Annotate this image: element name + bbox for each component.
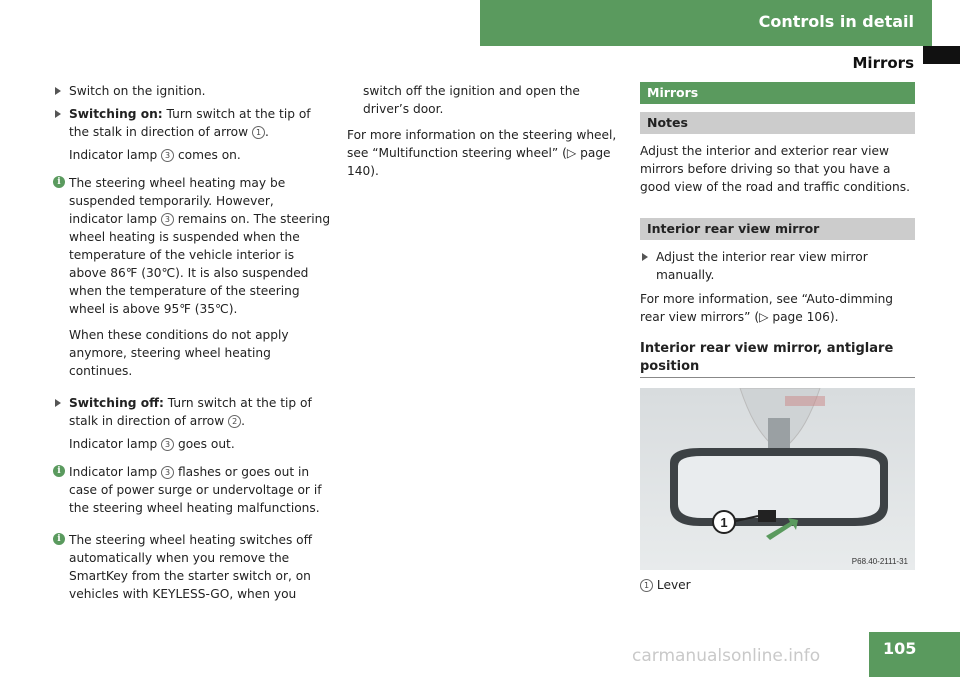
- page-ref-arrow-icon: ▷: [566, 146, 577, 160]
- info-icon: i: [53, 533, 65, 545]
- image-code: P68.40-2111-31: [851, 557, 908, 566]
- info-icon: i: [53, 465, 65, 477]
- lamp-3-icon: 3: [161, 213, 174, 226]
- switching-on-label: Switching on:: [69, 107, 163, 121]
- column-2: [347, 82, 627, 188]
- step-switching-off: Switching off: Turn switch at the tip of stalk in direction of arrow 2 .: [53, 394, 331, 430]
- indicator-on-text: Indicator lamp 3 comes on.: [69, 148, 241, 162]
- arrow-2-icon: 2: [228, 415, 241, 428]
- more-info-auto-dimming: For more information, see “Auto-dimming rear view mirrors” (▷ page 106).: [640, 292, 894, 324]
- notes-heading: Notes: [640, 112, 915, 134]
- info-note-3: i The steering wheel heating switches off automatically when you remove the SmartKey from the starter switch or, on vehicles with KEYLESS-GO, when you: [53, 531, 331, 603]
- column-3: [640, 82, 915, 602]
- notes-text: Adjust the interior and exterior rear view mirrors before driving so that you have a good view of the road and traffic conditions.: [640, 144, 910, 194]
- page-number-box: [869, 632, 960, 677]
- lamp-3-icon: 3: [161, 149, 174, 162]
- lamp-3-icon: 3: [161, 438, 174, 451]
- watermark: carmanualsonline.info: [632, 646, 821, 666]
- arrow-1-icon: 1: [252, 126, 265, 139]
- mirror-illustration: [640, 388, 915, 570]
- step-ignition: Switch on the ignition.: [53, 82, 331, 100]
- column-1: [53, 82, 331, 617]
- antiglare-subheading: Interior rear view mirror, antiglare position: [640, 340, 915, 378]
- switching-off-label: Switching off:: [69, 396, 164, 410]
- callout-1: 1: [720, 515, 728, 530]
- indicator-off-text: Indicator lamp 3 goes out.: [69, 437, 235, 451]
- subsection-title: Mirrors: [852, 54, 914, 72]
- info-note-1: i The steering wheel heating may be suspended temporarily. However, indicator lamp 3 remains on. The steering wheel heating is suspended when the temperature of the vehicle interior is above 86℉ (30℃). It is also suspended when the temperature of the steering wheel is above 95℉ (35℃). When these conditions do not apply anymore, steering wheel heating continues.: [53, 174, 331, 380]
- more-info-steering: For more information on the steering wheel, see “Multifunction steering wheel” (▷ page 140).: [347, 128, 617, 178]
- interior-mirror-heading: Interior rear view mirror: [640, 218, 915, 240]
- info-note-2: i Indicator lamp 3 flashes or goes out in case of power surge or undervoltage or if the steering wheel heating malfunctions.: [53, 463, 331, 517]
- mirror-photo: [640, 388, 915, 570]
- continued-text: switch off the ignition and open the driver’s door.: [363, 84, 580, 116]
- header-tab: [923, 46, 960, 64]
- lamp-3-icon: 3: [161, 466, 174, 479]
- legend-lever: 1 Lever: [640, 576, 915, 594]
- info-icon: i: [53, 176, 65, 188]
- step-switching-on: Switching on: Turn switch at the tip of the stalk in direction of arrow 1 .: [53, 105, 331, 141]
- mirrors-heading: Mirrors: [640, 82, 915, 104]
- page-number: 105: [883, 639, 917, 658]
- step-adjust-mirror: Adjust the interior rear view mirror manually.: [640, 248, 915, 284]
- page-ref-arrow-icon: ▷: [759, 310, 769, 324]
- header-band: [480, 0, 932, 46]
- section-title: Controls in detail: [758, 12, 914, 31]
- lever-1-icon: 1: [640, 579, 653, 592]
